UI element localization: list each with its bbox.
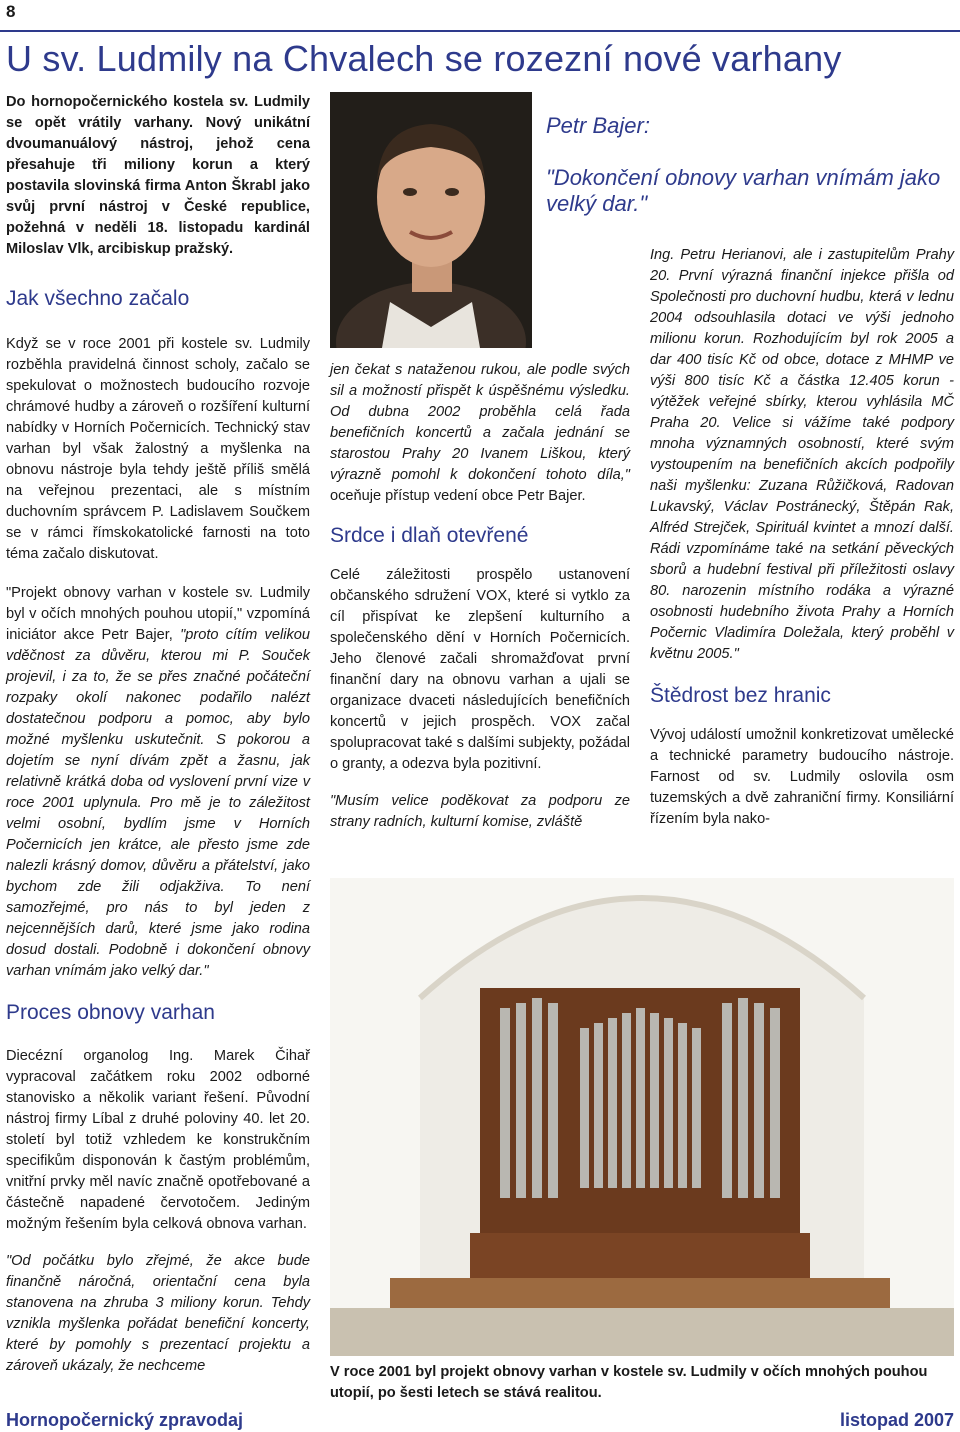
heading-stedrost: Štědrost bez hranic: [650, 684, 831, 707]
heading-jak-vsechno-zacalo: Jak všechno začalo: [6, 287, 190, 310]
quote-paragraph: [6, 583, 310, 982]
portrait-image: [330, 92, 532, 348]
paragraph: "Od počátku bylo zřejmé, že akce bude finančně náročná, orientační cena byla stanovena na zhruba 3 miliony korun. Tehdy vznikla myšlenka pořádat benefiční koncerty, které by pomohly s prezentací projektu a zároveň ukázaly, že nechceme: [6, 1253, 310, 1374]
column-right: [650, 245, 954, 830]
article-title: U sv. Ludmily na Chvalech se rozezní nové varhany: [6, 38, 842, 79]
quote-attribution: oceňuje přístup vedení obce Petr Bajer.: [330, 488, 586, 504]
paragraph: "Musím velice poděkovat za podporu ze strany radních, kulturní komise, zvláště: [330, 793, 630, 830]
lead-paragraph: Do hornopočernického kostela sv. Ludmily se opět vrátily varhany. Nový unikátní dvoumanuálový nástroj, jehož cena přesahuje tři miliony korun a který postavila slovinská firma Anton Škrabl jako svůj první nástroj v České republice, požehná v neděli 18. listopadu kardinál Miloslav Vlk, arcibiskup pražský.: [6, 94, 310, 257]
quote-italic: jen čekat s nataženou rukou, ale podle svých sil a možností přispět k úspěšnému výsledku. Od dubna 2002 proběhla celá řada benefičních koncertů a začala jednání se starostou Prahy 20 Ivanem Liškou, který výrazně pomohl k dokončení tohoto díla,": [330, 362, 630, 483]
paragraph: Ing. Petru Herianovi, ale i zastupitelům Prahy 20. První výrazná finanční injekce přišla od Společnosti pro duchovní hudbu, která v lednu 2004 odsouhlasila dotaci ve výši jednoho milionu korun. Rozhodujícím byl rok 2005 a dar 400 tisíc Kč od obce, dotace z MHMP ve výši 800 tisíc Kč a částka 12.405 korun - výtěžek veřejné sbírky, kterou vyhlásila MČ Praha 20. Velice si vážíme také podpory mnoha významných osobností, které svým vystoupením na benefičních akcích podpořily naši myšlenku: Zuzana Růžičková, Radovan Lukavský, Václav Postránecký, Štěpán Rak, Alfréd Strejček, Spirituál kvintet a mnozí další. Rádi vzpomínáme také na setkání pěveckých sborů a hudební festival při příležitosti oslavy 80. narozenin místního rodáka a výrazné osobnosti hudebního života Prahy a Horních Počernic Vladimíra Doležala, který proběhl v květnu 2005.": [650, 247, 954, 662]
page-number: 8: [6, 2, 16, 21]
column-left: [6, 92, 310, 1377]
pull-quote: "Dokončení obnovy varhan vnímám jako velký dar.": [546, 165, 941, 216]
paragraph: Celé záležitosti prospělo ustanovení občanského sdružení VOX, které si vytklo za cíl přispívat ke zlepšení kulturního a společenského dění v Horních Počernicích. Jeho členové začali shromažďovat první finanční dary na obnovu varhan a ujali se organizace dvaceti následujících benefičních koncertů v jejich prospěch. VOX začal spolupracovat také s dalšími subjekty, požádal o granty, a odezva byla pozitivní.: [330, 567, 630, 772]
paragraph: Když se v roce 2001 při kostele sv. Ludmily rozběhla pravidelná činnost scholy, začalo se spekulovat o možnostech budoucího rozvoje chrámové hudby a zároveň o rozšíření kulturní nabídky v Horních Počernicích. Technický stav varhan byl však žalostný a myšlenka na obnovu nástroje byla tehdy ještě příliš smělá na veřejnou prezentaci, ale s místním duchovním správcem P. Ladislavem Součkem se v rámci římskokatolické farnosti na toto téma začalo diskutovat.: [6, 336, 310, 562]
quote-italic: "proto cítím velikou vděčnost za důvěru, kterou mi P. Souček projevil, i za to, že se přes značné počáteční rozpaky okolí nakonec podařilo nalézt dostatečnou podporu a pomoc, aby bylo možné myšlenku uskutečnit. S pokorou a dojetím se nyní dívám zpět a žasnu, jak relativně krátká doba od vyslovení první vize v roce 2001 uplynula. Pro mě je to záležitost velmi osobní, bydlím jsme v Horních Počernicích jen krátce, ale přesto jsme zde nalezli krásný domov, důvěru a přátelství, jako bychom zde žili odjakživa. To není samozřejmé, pro nás to byl jeden z nejcennějších darů, které jsme jako rodina dosud dostali. Podobně i dokončení obnovy varhan vnímám jako velký dar.": [6, 627, 310, 979]
top-rule: [0, 30, 960, 32]
paragraph: [330, 360, 630, 507]
quote-intro: "Projekt obnovy varhan v kostele sv. Ludmily byl v očích mnohých pouhou utopií," vzpomíná iniciátor akce Petr Bajer,: [6, 585, 310, 643]
paragraph: Diecézní organolog Ing. Marek Čihař vypracoval začátkem roku 2002 odborné stanovisko a několik variant řešení. Původní nástroj firmy Líbal z druhé poloviny 40. let 20. století byl totiž vzhledem ke konstrukčním specifikům disponován k častým problémům, vnitřní prvky měl navíc značně opotřebované a částečně napadené červotočem. Jediným možným řešením byla celková obnova varhan.: [6, 1048, 310, 1232]
photo-caption: V roce 2001 byl projekt obnovy varhan v kostele sv. Ludmily v očích mnohých pouhou utopií, po šesti letech se stává realitou.: [330, 1364, 928, 1401]
heading-srdce-i-dlan: Srdce i dlaň otevřené: [330, 524, 529, 547]
portrait-photo: [330, 92, 532, 348]
column-middle: [330, 360, 630, 833]
organ-photo: [330, 878, 954, 1356]
quote-author: Petr Bajer:: [546, 113, 650, 138]
footer-issue-date: listopad 2007: [839, 1410, 954, 1430]
paragraph: Vývoj událostí umožnil konkretizovat umělecké a technické parametry budoucího nástroje. Farnost od sv. Ludmily oslovila osm tuzemských a dvě zahraniční firmy. Konsiliární řízením byla nako-: [650, 727, 954, 827]
heading-proces-obnovy: Proces obnovy varhan: [6, 1001, 215, 1024]
organ-image: [330, 878, 954, 1356]
footer-publication: Hornopočernický zpravodaj: [6, 1410, 244, 1430]
